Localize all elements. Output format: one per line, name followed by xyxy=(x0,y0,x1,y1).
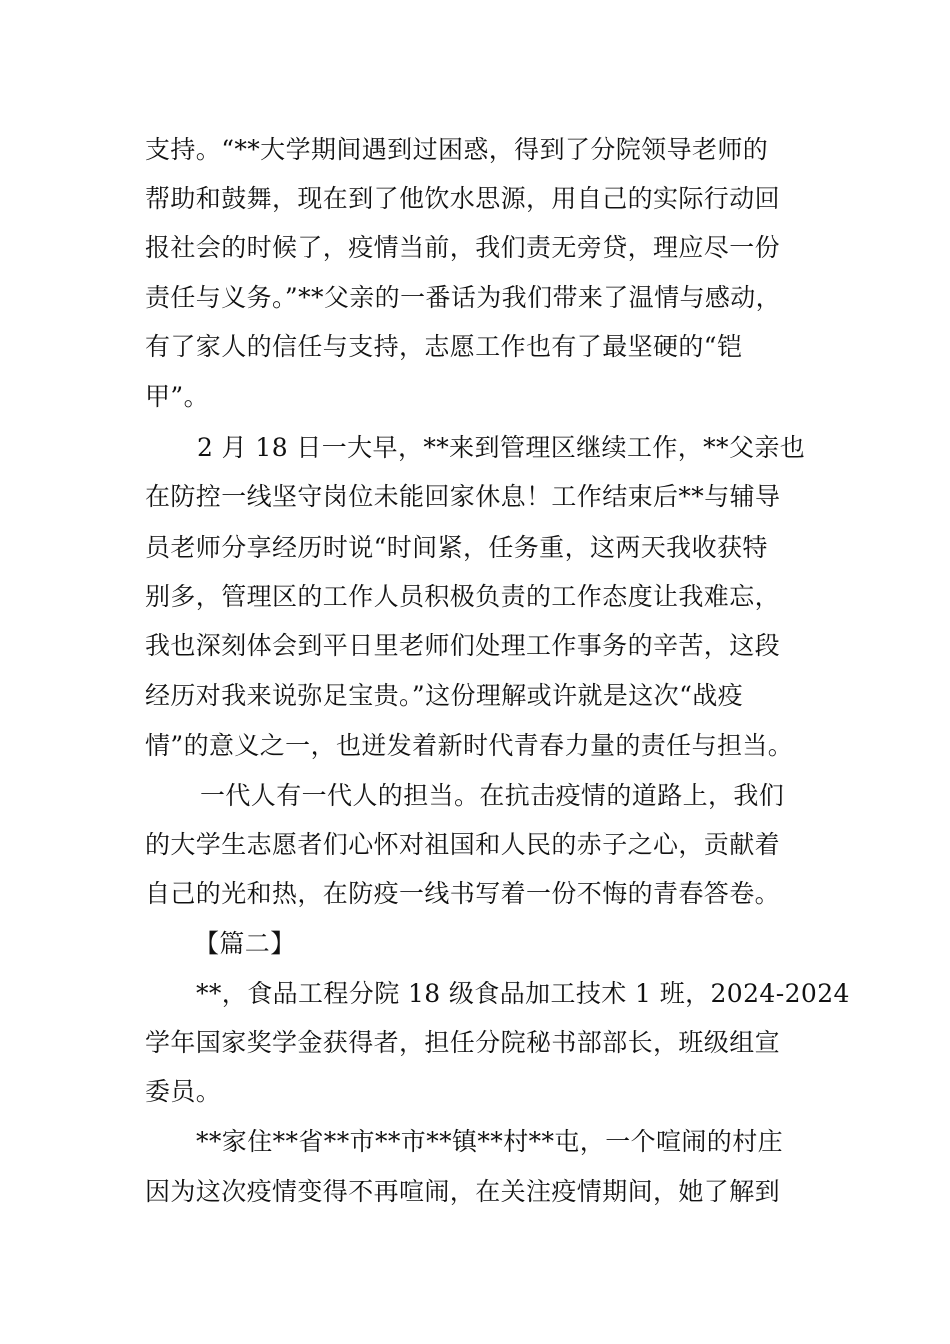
section-heading: 【篇二】 xyxy=(194,929,296,958)
body-text-line: 帮助和鼓舞，现在到了他饮水思源，用自己的实际行动回 xyxy=(145,184,781,213)
body-text-line: 支持。“**大学期间遇到过困惑，得到了分院领导老师的 xyxy=(145,135,769,164)
body-text-line: 甲”。 xyxy=(145,382,209,411)
paragraph-start-line: 2 月 18 日一大早，**来到管理区继续工作，**父亲也 xyxy=(197,433,806,462)
body-text-line: 我也深刻体会到平日里老师们处理工作事务的辛苦，这段 xyxy=(145,631,781,660)
body-text-line: 有了家人的信任与支持，志愿工作也有了最坚硬的“铠 xyxy=(145,332,743,361)
body-text-line: 委员。 xyxy=(145,1077,222,1106)
body-text-line: 员老师分享经历时说“时间紧，任务重，这两天我收获特 xyxy=(145,533,768,562)
body-text-line: 自己的光和热，在防疫一线书写着一份不悔的青春答卷。 xyxy=(145,879,781,908)
body-text-line: 报社会的时候了，疫情当前，我们责无旁贷，理应尽一份 xyxy=(145,233,781,262)
body-text-line: 情”的意义之一，也迸发着新时代青春力量的责任与担当。 xyxy=(145,731,794,760)
paragraph-start-line: 一代人有一代人的担当。在抗击疫情的道路上，我们 xyxy=(200,781,785,810)
body-text-line: 学年国家奖学金获得者，担任分院秘书部部长，班级组宣 xyxy=(145,1028,781,1057)
body-text-line: 的大学生志愿者们心怀对祖国和人民的赤子之心，贡献着 xyxy=(145,830,781,859)
body-text-line: 责任与义务。”**父亲的一番话为我们带来了温情与感动， xyxy=(145,283,782,312)
body-text-line: 因为这次疫情变得不再喧闹，在关注疫情期间，她了解到 xyxy=(145,1177,781,1206)
paragraph-start-line: **，食品工程分院 18 级食品加工技术 1 班，2024-2024 xyxy=(196,979,850,1008)
body-text-line: 别多，管理区的工作人员积极负责的工作态度让我难忘， xyxy=(145,582,781,611)
body-text-line: 在防控一线坚守岗位未能回家休息！工作结束后**与辅导 xyxy=(145,482,781,511)
body-text-line: 经历对我来说弥足宝贵。”这份理解或许就是这次“战疫 xyxy=(145,681,744,710)
paragraph-start-line: **家住**省**市**市**镇**村**屯，一个喧闹的村庄 xyxy=(196,1127,784,1156)
